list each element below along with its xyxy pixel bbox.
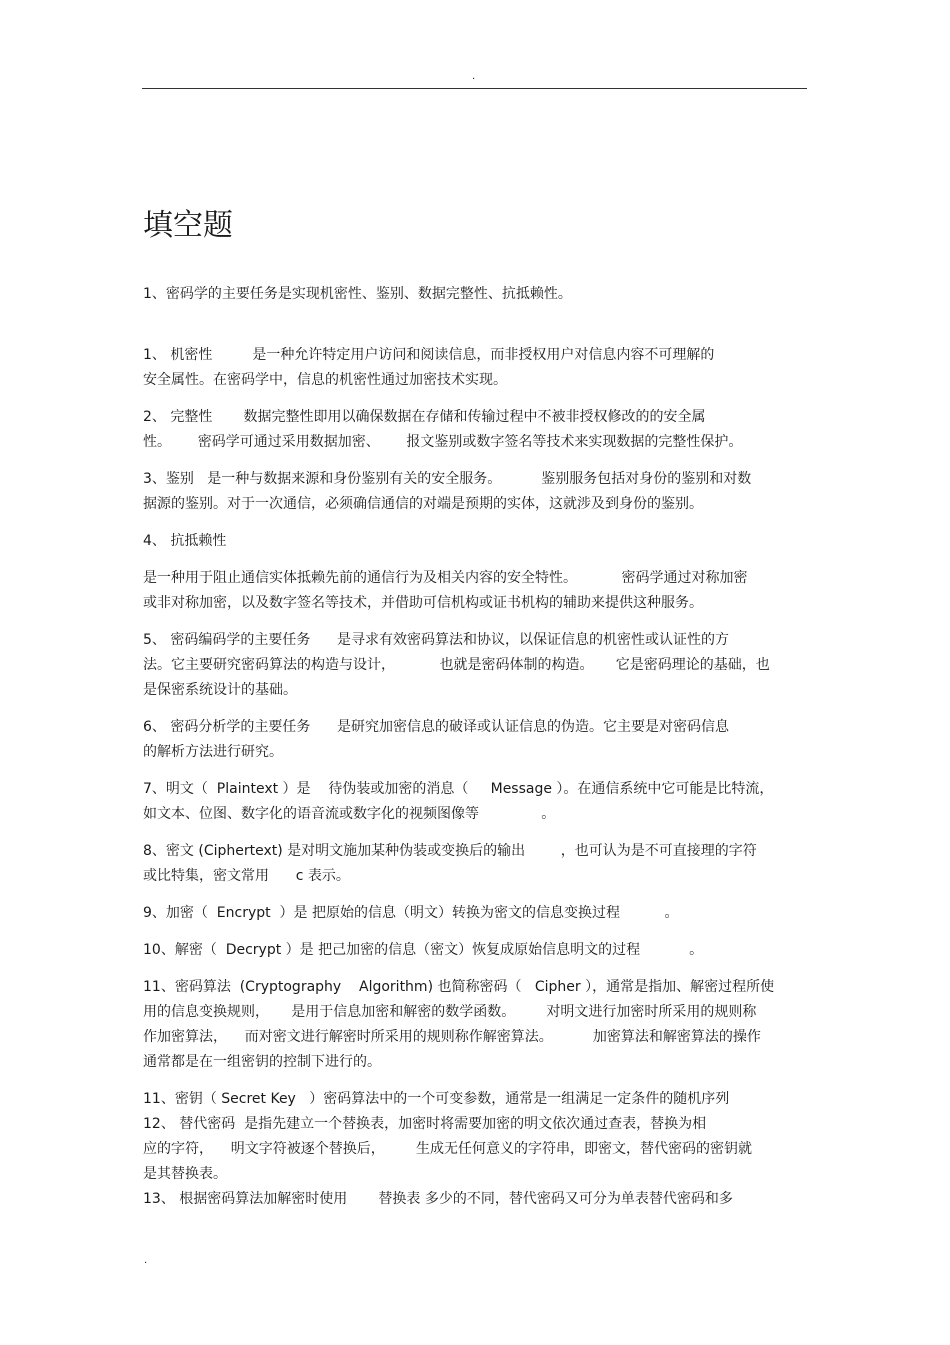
footer-marker: . <box>144 1255 148 1266</box>
item-line: 法。它主要研究密码算法的构造与设计， 也就是密码体制的构造。 它是密码理论的基础，也 <box>143 657 770 673</box>
question-item <box>143 343 793 393</box>
item-line: 是一种用于阻止通信实体抵赖先前的通信行为及相关内容的安全特性。 密码学通过对称加密 <box>143 570 748 586</box>
item-line: 1、 机密性 是一种允许特定用户访问和阅读信息，而非授权用户对信息内容不可理解的 <box>143 347 715 363</box>
intro-paragraph: 1、密码学的主要任务是实现机密性、鉴别、数据完整性、抗抵赖性。 <box>143 286 572 302</box>
item-line: 11、密码算法 (Cryptography Algorithm) 也简称密码（ Cipher ），通常是指加、解密过程所使 <box>143 979 775 995</box>
item-line: 12、 替代密码 是指先建立一个替换表，加密时将需要加密的明文依次通过查表，替换为相 <box>143 1116 707 1132</box>
item-line: 性。 密码学可通过采用数据加密、 报文鉴别或数字签名等技术来实现数据的完整性保护。 <box>143 434 743 450</box>
question-item <box>143 529 793 554</box>
header-rule <box>142 88 807 89</box>
item-line: 通常都是在一组密钥的控制下进行的。 <box>143 1054 381 1070</box>
question-item <box>143 1087 793 1112</box>
question-item <box>143 1187 793 1212</box>
item-line: 是保密系统设计的基础。 <box>143 682 297 698</box>
item-line: 安全属性。在密码学中，信息的机密性通过加密技术实现。 <box>143 372 507 388</box>
question-item <box>143 938 793 963</box>
question-item <box>143 467 793 517</box>
item-line: 2、 完整性 数据完整性即用以确保数据在存储和传输过程中不被非授权修改的的安全属 <box>143 409 706 425</box>
item-line: 或非对称加密，以及数字签名等技术，并借助可信机构或证书机构的辅助来提供这种服务。 <box>143 595 703 611</box>
page-title: 填空题 <box>143 208 233 243</box>
item-line: 10、解密（ Decrypt ）是 把己加密的信息（密文）恢复成原始信息明文的过程 。 <box>143 942 704 958</box>
item-line: 据源的鉴别。对于一次通信，必须确信通信的对端是预期的实体，这就涉及到身份的鉴别。 <box>143 496 703 512</box>
item-line: 11、密钥（ Secret Key ）密码算法中的一个可变参数，通常是一组满足一定条件的随机序列 <box>143 1091 730 1107</box>
item-line: 是其替换表。 <box>143 1166 227 1182</box>
question-item <box>143 405 793 455</box>
header-marker: . <box>472 71 476 82</box>
question-item <box>143 901 793 926</box>
item-line: 13、 根据密码算法加解密时使用 替换表 多少的不同，替代密码又可分为单表替代密码和多 <box>143 1191 733 1207</box>
question-item <box>143 715 793 765</box>
item-line: 用的信息变换规则， 是用于信息加密和解密的数学函数。 对明文进行加密时所采用的规则称 <box>143 1004 757 1020</box>
item-line: 7、明文（ Plaintext ）是 待伪装或加密的消息（ Message ）。在通信系统中它可能是比特流， <box>143 781 774 797</box>
question-item <box>143 628 793 703</box>
question-list <box>143 343 793 1212</box>
question-item <box>143 777 793 827</box>
item-line: 或比特集，密文常用 c 表示。 <box>143 868 350 884</box>
item-line: 3、鉴别 是一种与数据来源和身份鉴别有关的安全服务。 鉴别服务包括对身份的鉴别和对数 <box>143 471 752 487</box>
item-line: 的解析方法进行研究。 <box>143 744 283 760</box>
question-item <box>143 839 793 889</box>
question-item <box>143 1112 793 1187</box>
item-line: 5、 密码编码学的主要任务 是寻求有效密码算法和协议，以保证信息的机密性或认证性的方 <box>143 632 730 648</box>
item-line: 作加密算法， 而对密文进行解密时所采用的规则称作解密算法。 加密算法和解密算法的操作 <box>143 1029 761 1045</box>
item-line: 如文本、位图、数字化的语音流或数字化的视频图像等 。 <box>143 806 556 822</box>
question-item <box>143 566 793 616</box>
item-line: 8、密文 (Ciphertext) 是对明文施加某种伪装或变换后的输出 ，也可认为是不可直接理的字符 <box>143 843 757 859</box>
item-line: 应的字符， 明文字符被逐个替换后， 生成无任何意义的字符串，即密文，替代密码的密钥就 <box>143 1141 752 1157</box>
item-line: 6、 密码分析学的主要任务 是研究加密信息的破译或认证信息的伪造。它主要是对密码信息 <box>143 719 730 735</box>
question-item <box>143 975 793 1075</box>
item-line: 4、 抗抵赖性 <box>143 533 227 549</box>
item-line: 9、加密（ Encrypt ）是 把原始的信息（明文）转换为密文的信息变换过程 。 <box>143 905 679 921</box>
